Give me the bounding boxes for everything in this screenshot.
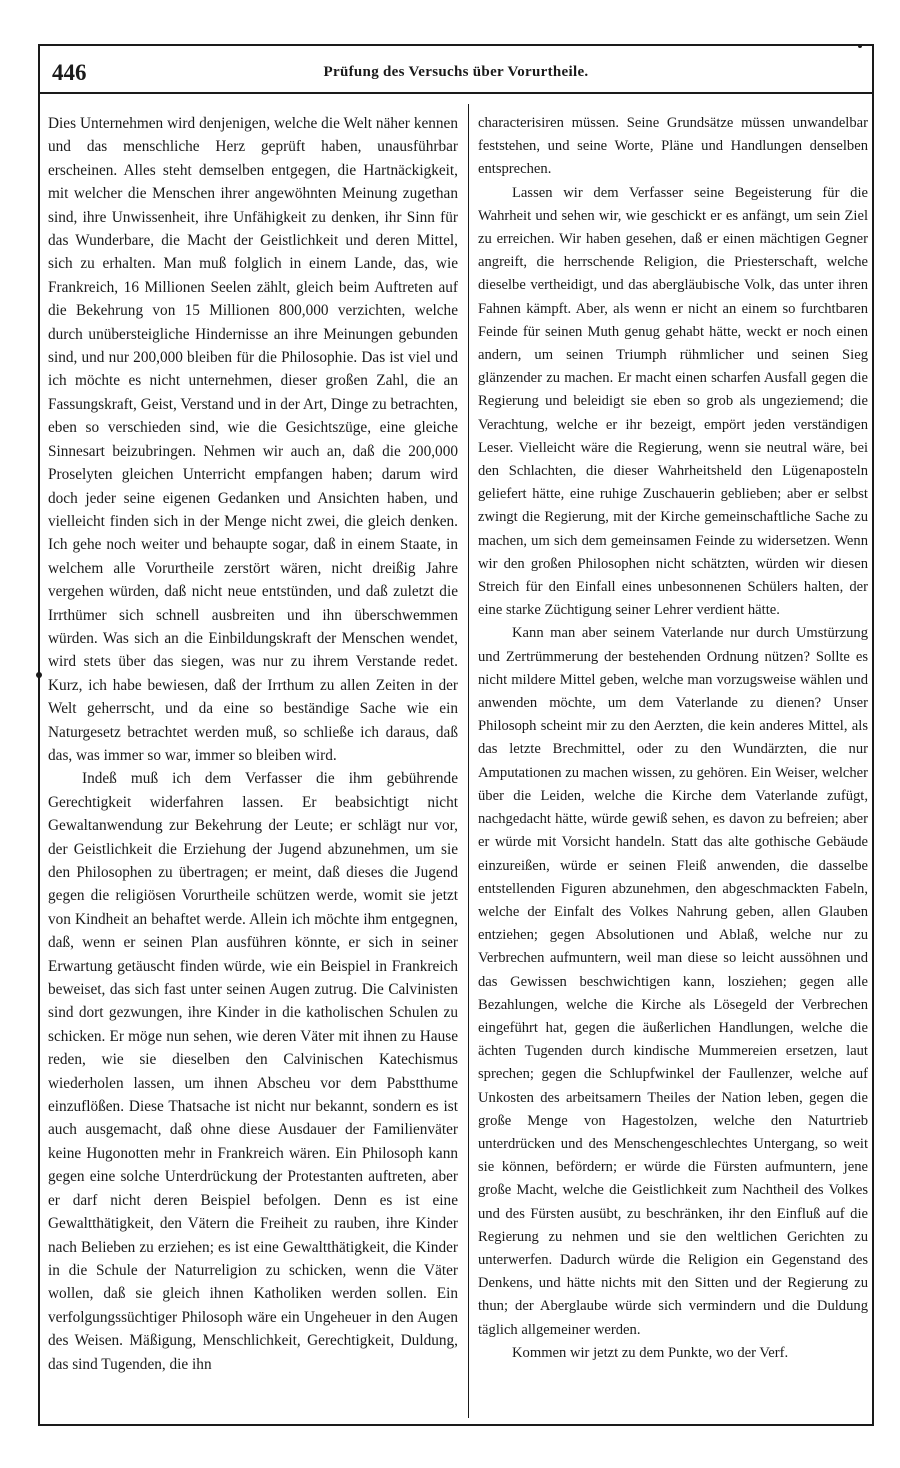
left-column [48, 112, 458, 1412]
paragraph: Dies Unternehmen wird denjenigen, welche die Welt näher kennen und das menschliche Herz geprüft haben, unausführbar erscheinen. Alles steht demselben entgegen, die Hartnäckigkeit, mit welcher die Menschen ihrer angewöhnten Meinung zugethan sind, ihre Unwissenheit, ihre Unfähigkeit zu denken, ihr Sinn für das Wunderbare, die Macht der Geistlichkeit und deren Mittel, sich zu erhalten. Man muß folglich in einem Lande, das, wie Frankreich, 16 Millionen Seelen zählt, gleich beim Auftreten auf die Bekehrung von 15 Millionen 800,000 verzichten, welche durch unübersteigliche Hindernisse an ihre Meinungen gebunden sind, und nur 200,000 bleiben für die Philosophie. Das ist viel und ich möchte es nicht unternehmen, dieser großen Zahl, die an Fassungskraft, Geist, Verstand und in der Art, Dinge zu betrachten, eben so verschieden sind, wie die Gesichtszüge, eine gleiche Sinnesart beizubringen. Nehmen wir auch an, daß die 200,000 Proselyten gleichen Unterricht empfangen haben; darum wird doch jeder seine eigenen Gedanken und Ansichten haben, und vielleicht finden sich in der Menge nicht zwei, die gleich denken. Ich gehe noch weiter und behaupte sogar, daß in einem Staate, in welchem alle Vorurtheile zerstört wären, nicht dreißig Jahre vergehen würden, daß nicht neue entstünden, und daß zuletzt die Irrthümer sich schnell ausbreiten und ihn überschwemmen würden. Was sich an die Einbildungskraft der Menschen wendet, wird stets über das siegen, was nur zu ihrem Verstande redet. Kurz, ich habe bewiesen, daß der Irrthum zu allen Zeiten in der Welt geherrscht, und da eine so beständige Sache wie ein Naturgesetz betrachtet werden muß, so schließe ich daraus, daß das, was immer so war, immer so bleiben wird. [48, 115, 458, 764]
ink-dot-mark [36, 672, 42, 678]
page-number: 446 [52, 60, 87, 85]
ink-dot-mark [858, 44, 862, 48]
paragraph: Kann man aber seinem Vaterlande nur durch Umstürzung und Zertrümmerung der bestehenden Ordnung nützen? Sollte es nicht mildere Mittel geben, welche man vorzugsweise wählen und anwenden möchte, um dem Vaterlande zu dienen? Unser Philosoph scheint mir zu den Aerzten, die kein anderes Mittel, als das letzte Brechmittel, oder zu den Wundärzten, die nur Amputationen zu machen wissen, zu gehören. Ein Weiser, welcher über die Leiden, welche die Kirche dem Vaterlande zufügt, nachgedacht hätte, würde gewiß sehen, es davon zu befreien; aber er würde mit Vorsicht handeln. Statt das alte gothische Gebäude einzureißen, würde er seinen Fleiß anwenden, die dasselbe entstellenden Figuren abzunehmen, den abgeschmackten Fabeln, welche der Einfalt des Volkes Nahrung geben, allen Glauben entziehen; gegen Absolutionen und Ablaß, welche nur zu Verbrechen aufmuntern, weil man diese so leicht aussöhnen und das Gewissen beschwichtigen kann, losziehen; gegen alle Bezahlungen, welche die Kirche als Lösegeld der Verbrechen eingeführt hat, gegen die äußerlichen Handlungen, welche die ächten Tugenden durch kindische Mummereien ersetzen, laut sprechen; gegen die Schlupfwinkel der Faullenzer, welche auf Unkosten des arbeitsamern Theiles der Nation leben, gegen die große Menge von Hagestolzen, welche den Naturtrieb unterdrücken und des Menschengeschlechtes Untergang, so weit sie können, befördern; er würde die Fürsten aufmuntern, jene große Macht, welche die Geistlichkeit zum Nachtheil des Volkes und des Fürsten ausübt, zu beschränken, ihr den Einfluß auf die Regierung zu nehmen und sie den weltlichen Gerichten zu unterwerfen. Dadurch würde die Religion ein Gegenstand des Denkens, und hätte nichts mit den Sitten und der Regierung zu thun; der Aberglaube würde sich vermindern und die Duldung täglich allgemeiner werden. [478, 625, 868, 1338]
paragraph: Kommen wir jetzt zu dem Punkte, wo der Verf. [512, 1344, 789, 1361]
paragraph: Lassen wir dem Verfasser seine Begeisterung für die Wahrheit und sehen wir, wie geschickt er es anfängt, um sein Ziel zu erreichen. Wir haben gesehen, daß er einen mächtigen Gegner angreift, die herrschende Religion, die Priesterschaft, welche dieselbe vertheidigt, und das abergläubische Volk, das unter ihren Fahnen kämpft. Aber, als wenn er nicht an einem so furchtbaren Feinde für seinen Muth genug gehabt hätte, weckt er noch einen andern, um seinen Triumph rühmlicher und seinen Sieg glänzender zu machen. Er macht einen scharfen Ausfall gegen die Regierung und beleidigt sie eben so grob als ungeziemend; die Verachtung, welche er ihr bezeigt, empört jeden verständigen Leser. Vielleicht wäre die Regierung, wenn sie neutral wäre, bei den Schlachten, die dieser Wahrheitsheld den Lügenaposteln geliefert hätte, eine ruhige Zuschauerin geblieben; aber er selbst zwingt die Regierung, mit der Kirche gemeinschaftliche Sache zu machen, um sich dem gemeinsamen Feinde zu widersetzen. Wenn wir den großen Philosophen nicht schätzten, würden wir diesen Streich für den Einfall eines unbesonnenen Schülers halten, der eine starke Züchtigung seiner Lehrer verdient hätte. [478, 184, 868, 619]
running-head: Prüfung des Versuchs über Vorurtheile. [323, 64, 589, 80]
paragraph: Indeß muß ich dem Verfasser die ihm gebührende Gerechtigkeit widerfahren lassen. Er beabsichtigt nicht Gewaltanwendung zur Bekehrung der Leute; er schlägt nur vor, der Geistlichkeit die Erziehung der Jugend abzunehmen, um sie den Philosophen zu übertragen; er meint, daß dieses die Jugend gegen die religiösen Vorurtheile schützen werde, womit sie jetzt von Kindheit an behaftet werde. Allein ich möchte ihm entgegnen, daß, wenn er seinen Plan ausführen könnte, er sich in seiner Erwartung getäuscht finden würde, wie ein Beispiel in Frankreich beweiset, das sich fast unter seinen Augen zutrug. Die Calvinisten sind dort gezwungen, ihre Kinder in die katholischen Schulen zu schicken. Er möge nun sehen, wie deren Väter mit ihnen zu Hause reden, wie sie dieselben den Calvinischen Katechismus wiederholen lassen, um ihnen Abscheu vor dem Pabstthume einzuflößen. Diese Thatsache ist nicht nur bekannt, sondern es ist auch ausgemacht, daß ohne diese Ausdauer der Familienväter keine Hugonotten mehr in Frankreich wären. Ein Philosoph kann gegen eine solche Unterdrückung der Protestanten auftreten, aber er darf nicht deren Beispiel befolgen. Denn es ist eine Gewaltthätigkeit, den Vätern die Freiheit zu rauben, ihre Kinder nach Belieben zu erziehen; es ist eine Gewaltthätigkeit, die Kinder in die Schule der Naturreligion zu schicken, wenn die Väter wollen, daß sie gleich ihnen Katholiken werden sollen. Ein verfolgungssüchtiger Philosoph wäre ein Ungeheuer in den Augen des Weisen. Mäßigung, Menschlichkeit, Gerechtigkeit, Duldung, das sind Tugenden, die ihn [48, 770, 458, 1373]
page-header [40, 58, 872, 94]
right-column [478, 112, 868, 1412]
column-divider [468, 104, 469, 1418]
paragraph: characterisiren müssen. Seine Grundsätze müssen unwandelbar feststehen, und seine Worte, Pläne und Handlungen denselben entsprechen. [478, 115, 868, 178]
